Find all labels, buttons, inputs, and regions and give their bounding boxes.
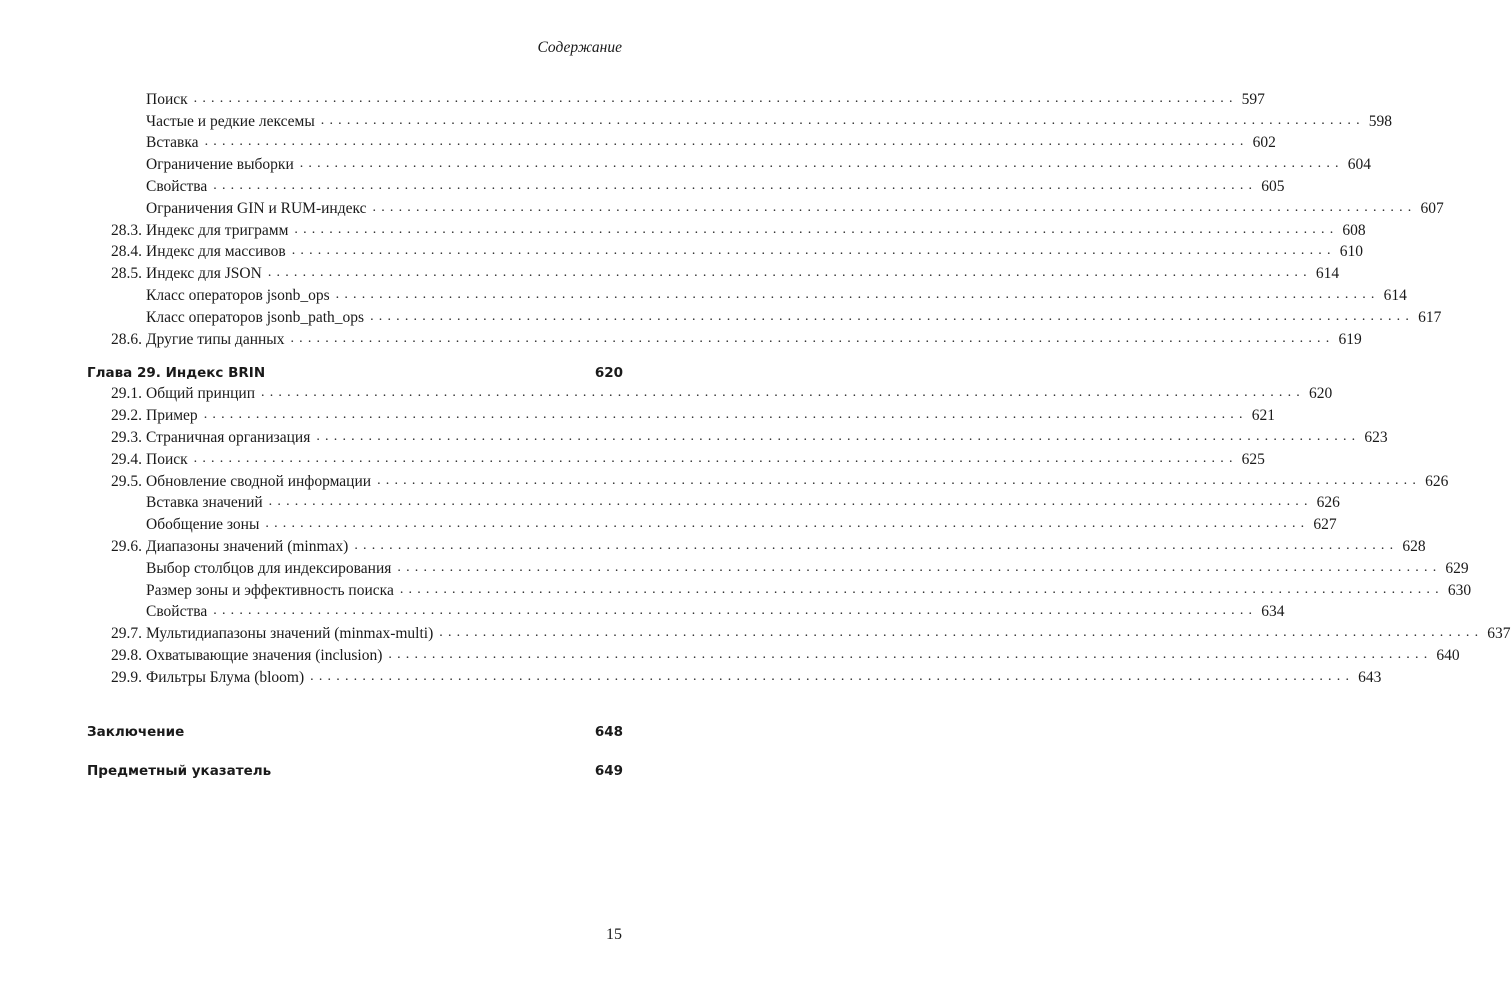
toc-entry[interactable]: [87, 263, 1340, 285]
toc-entry[interactable]: [87, 307, 1442, 329]
entry-page: 597: [1238, 91, 1265, 109]
toc-entry[interactable]: [87, 111, 1393, 133]
index-title: Предметный указатель: [87, 763, 277, 779]
dot-leader: ........................................................................................................................: [335, 287, 1380, 303]
entry-page: 627: [1309, 516, 1336, 534]
entry-page: 607: [1417, 200, 1444, 218]
entry-title: Общий принцип: [143, 385, 261, 403]
entry-number: 29.2.: [111, 407, 142, 425]
entry-page: 625: [1238, 451, 1265, 469]
entry-number: 28.3.: [111, 221, 142, 239]
entry-page: 604: [1344, 156, 1371, 174]
toc-entry[interactable]: [87, 176, 1285, 198]
entry-title: Ограничения GIN и RUM-индекс: [87, 200, 373, 218]
entry-title: Выбор столбцов для индексирования: [87, 560, 397, 578]
entry-page: 630: [1444, 582, 1471, 600]
entry-page: 620: [1305, 385, 1332, 403]
entry-title: Обновление сводной информации: [143, 473, 377, 491]
entry-title: Класс операторов jsonb_path_ops: [87, 309, 370, 327]
dot-leader: ........................................................................................................................: [377, 472, 1422, 488]
dot-leader: ........................................................................................................................: [354, 538, 1399, 554]
entry-page: 619: [1334, 331, 1361, 349]
entry-page: 626: [1421, 473, 1448, 491]
toc-entry[interactable]: [87, 602, 1285, 624]
toc-entry[interactable]: [87, 623, 1511, 645]
dot-leader: ........................................................................................................................: [439, 625, 1484, 641]
dot-leader: ........................................................................................................................: [290, 330, 1335, 346]
entry-title: Индекс для триграмм: [143, 222, 294, 240]
entry-title: Размер зоны и эффективность поиска: [87, 582, 400, 600]
entry-title: Вставка значений: [87, 494, 269, 512]
entry-number: 29.6.: [111, 538, 142, 556]
toc-entry[interactable]: [87, 405, 1275, 427]
toc-entry[interactable]: [87, 667, 1382, 689]
entry-title: Свойства: [87, 178, 213, 196]
toc-entry[interactable]: [87, 329, 1362, 351]
chapter-heading[interactable]: [87, 362, 623, 384]
entry-page: 610: [1336, 243, 1363, 261]
entry-page: 608: [1338, 222, 1365, 240]
dot-leader: ........................................................................................................................: [265, 516, 1310, 532]
entry-number: 29.8.: [111, 647, 142, 665]
toc-entry[interactable]: [87, 580, 1472, 602]
entry-title: Свойства: [87, 603, 213, 621]
entry-page: 629: [1441, 560, 1468, 578]
index-page: 649: [591, 763, 623, 779]
entry-title: Пример: [143, 407, 204, 425]
dot-leader: ........................................................................................................................: [213, 603, 1258, 619]
dot-leader: ........................................................................................................................: [399, 581, 1444, 597]
toc-entry[interactable]: [87, 242, 1363, 264]
toc-entry[interactable]: [87, 558, 1469, 580]
dot-leader: ........................................................................................................................: [267, 265, 1312, 281]
entry-number: 29.5.: [111, 472, 142, 490]
entry-page: 617: [1414, 309, 1441, 327]
entry-title: Индекс для JSON: [143, 265, 268, 283]
dot-leader: ........................................................................................................................: [261, 385, 1305, 401]
entry-title: Индекс для массивов: [143, 243, 292, 261]
toc-section-top: [87, 89, 1444, 351]
page-number: 15: [606, 926, 622, 943]
toc-entry[interactable]: [87, 427, 1388, 449]
chapter-title: Глава 29. Индекс BRIN: [87, 365, 271, 381]
chapter-page: 620: [591, 365, 623, 381]
toc-entry[interactable]: [87, 89, 1265, 111]
entry-title: Частые и редкие лексемы: [87, 113, 321, 131]
entry-title: Другие типы данных: [143, 331, 290, 349]
entry-page: 602: [1249, 134, 1276, 152]
conclusion-page: 648: [591, 724, 623, 740]
entry-title: Класс операторов jsonb_ops: [87, 287, 336, 305]
dot-leader: ........................................................................................................................: [193, 450, 1238, 466]
dot-leader: ........................................................................................................................: [204, 134, 1249, 150]
toc-entry[interactable]: [87, 493, 1340, 515]
toc-section-chapter-29: [87, 384, 1511, 689]
dot-leader: ........................................................................................................................: [388, 647, 1433, 663]
index-entry[interactable]: [87, 760, 623, 782]
dot-leader: ........................................................................................................................: [268, 494, 1313, 510]
dot-leader: ........................................................................................................................: [397, 559, 1442, 575]
entry-number: 29.7.: [111, 625, 142, 643]
toc-entry[interactable]: [87, 536, 1426, 558]
entry-page: 614: [1312, 265, 1339, 283]
conclusion-entry[interactable]: [87, 721, 623, 743]
entry-page: 628: [1398, 538, 1425, 556]
entry-title: Фильтры Блума (bloom): [143, 669, 310, 687]
entry-title: Ограничение выборки: [87, 156, 300, 174]
entry-title: Мультидиапазоны значений (minmax-multi): [143, 625, 439, 643]
dot-leader: ........................................................................................................................: [372, 199, 1417, 215]
table-of-contents: [87, 89, 1511, 782]
entry-page: 598: [1365, 113, 1392, 131]
entry-page: 605: [1257, 178, 1284, 196]
entry-number: 28.4.: [111, 243, 142, 261]
dot-leader: ........................................................................................................................: [310, 668, 1355, 684]
entry-page: 626: [1313, 494, 1340, 512]
running-head: Содержание: [537, 39, 622, 56]
dot-leader: ........................................................................................................................: [370, 308, 1415, 324]
toc-entry[interactable]: [87, 154, 1371, 176]
dot-leader: ........................................................................................................................: [320, 112, 1365, 128]
entry-page: 623: [1360, 429, 1387, 447]
dot-leader: ........................................................................................................................: [291, 243, 1336, 259]
entry-title: Обобщение зоны: [87, 516, 265, 534]
entry-number: 29.4.: [111, 450, 142, 468]
entry-title: Поиск: [143, 451, 194, 469]
toc-entry[interactable]: [87, 198, 1444, 220]
entry-page: 640: [1432, 647, 1459, 665]
entry-page: 614: [1380, 287, 1407, 305]
entry-number: 28.5.: [111, 265, 142, 283]
entry-page: 637: [1483, 625, 1510, 643]
toc-entry[interactable]: [87, 471, 1449, 493]
toc-entry[interactable]: [87, 220, 1366, 242]
toc-entry[interactable]: [87, 645, 1460, 667]
toc-entry[interactable]: [87, 384, 1333, 406]
entry-page: 634: [1257, 603, 1284, 621]
dot-leader: ........................................................................................................................: [316, 429, 1361, 445]
dot-leader: ........................................................................................................................: [299, 156, 1344, 172]
entry-title: Диапазоны значений (minmax): [143, 538, 354, 556]
entry-title: Вставка: [87, 134, 205, 152]
entry-title: Охватывающие значения (inclusion): [143, 647, 388, 665]
entry-number: 29.9.: [111, 668, 142, 686]
entry-page: 621: [1248, 407, 1275, 425]
entry-title: Поиск: [87, 91, 194, 109]
toc-entry[interactable]: [87, 514, 1337, 536]
conclusion-title: Заключение: [87, 724, 190, 740]
toc-entry[interactable]: [87, 449, 1265, 471]
entry-number: 29.3.: [111, 429, 142, 447]
toc-entry[interactable]: [87, 133, 1276, 155]
entry-page: 643: [1354, 669, 1381, 687]
entry-number: 28.6.: [111, 330, 142, 348]
entry-number: 29.1.: [111, 385, 142, 403]
dot-leader: ........................................................................................................................: [294, 221, 1339, 237]
toc-entry[interactable]: [87, 285, 1407, 307]
dot-leader: ........................................................................................................................: [193, 90, 1238, 106]
entry-title: Страничная организация: [143, 429, 316, 447]
dot-leader: ........................................................................................................................: [203, 407, 1248, 423]
dot-leader: ........................................................................................................................: [213, 178, 1258, 194]
